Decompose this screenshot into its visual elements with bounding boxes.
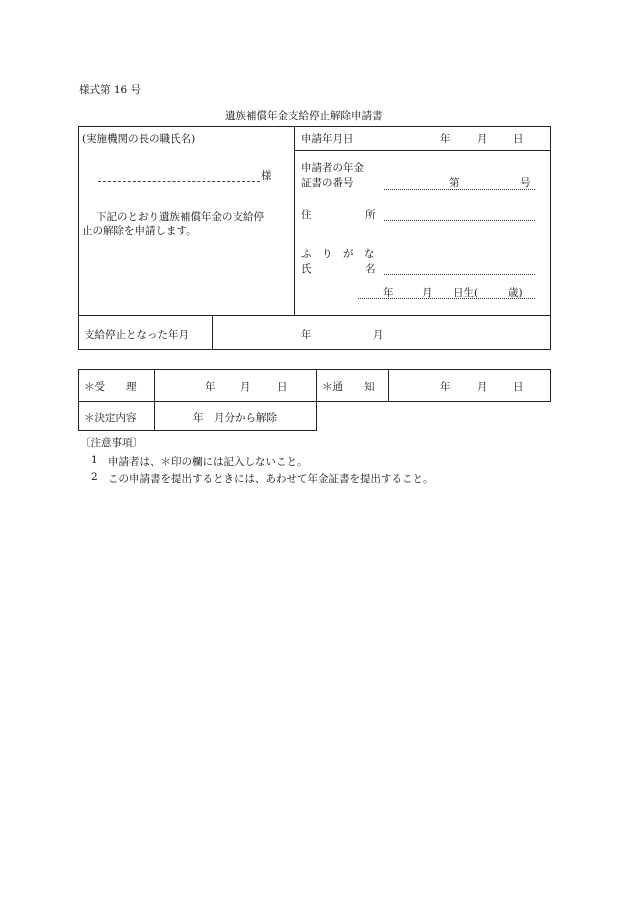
receipt-year: 年 xyxy=(205,381,216,393)
column-divider xyxy=(294,126,295,316)
certificate-dai: 第 xyxy=(449,177,460,189)
receipt-day: 日 xyxy=(277,381,288,393)
application-date-label: 申請年月日 xyxy=(301,133,354,145)
receipt-label: ＊受 理 xyxy=(84,381,137,393)
row-divider xyxy=(78,315,551,316)
certificate-label-line-2: 証書の番号 xyxy=(301,177,354,189)
address-field[interactable] xyxy=(384,220,535,221)
suspension-month: 月 xyxy=(373,329,384,341)
column-divider xyxy=(154,369,155,431)
column-divider xyxy=(212,315,213,350)
recipient-name-line[interactable] xyxy=(98,181,260,182)
date-year: 年 xyxy=(440,133,451,145)
address-label-a: 住 xyxy=(301,209,312,221)
suspension-label: 支給停止となった年月 xyxy=(84,329,189,341)
receipt-month: 月 xyxy=(240,381,251,393)
birth-year: 年 xyxy=(383,287,394,299)
notice-year: 年 xyxy=(440,381,451,393)
form-number: 様式第 16 号 xyxy=(79,84,142,96)
honorific: 様 xyxy=(261,170,272,182)
date-month: 月 xyxy=(477,133,488,145)
form-title: 遺族補償年金支給停止解除申請書 xyxy=(225,110,383,122)
certificate-go: 号 xyxy=(520,177,531,189)
notes-heading: 〔注意事項〕 xyxy=(80,437,143,449)
statement-line-2: 止の解除を申請します。 xyxy=(82,225,197,237)
suspension-year: 年 xyxy=(301,329,312,341)
furigana-label: ふ り が な xyxy=(301,248,375,260)
notice-label: ＊通 知 xyxy=(322,381,375,393)
birth-age: 歳) xyxy=(508,287,523,299)
decision-label: ＊決定内容 xyxy=(84,412,137,424)
birth-day-born: 日生( xyxy=(453,287,479,299)
notice-month: 月 xyxy=(477,381,488,393)
row-divider xyxy=(78,430,317,431)
name-label-b: 名 xyxy=(365,263,376,275)
note-number: 1 xyxy=(91,454,98,466)
address-label-b: 所 xyxy=(365,209,376,221)
notice-day: 日 xyxy=(513,381,524,393)
birth-date-field[interactable] xyxy=(358,298,535,299)
name-label-a: 氏 xyxy=(301,263,312,275)
birth-month: 月 xyxy=(422,287,433,299)
column-divider xyxy=(388,369,389,402)
certificate-label-line-1: 申請者の年金 xyxy=(301,162,364,174)
certificate-number-field[interactable] xyxy=(384,189,535,190)
note-text: 申請者は、＊印の欄には記入しないこと。 xyxy=(108,456,308,468)
note-text: この申請書を提出するときには、あわせて年金証書を提出すること。 xyxy=(108,473,434,485)
decision-value: 年 月分から解除 xyxy=(193,412,277,424)
column-divider xyxy=(316,369,317,431)
recipient-label: (実施機関の長の職氏名) xyxy=(82,133,196,145)
note-number: 2 xyxy=(91,471,98,483)
column-divider xyxy=(78,401,79,431)
date-day: 日 xyxy=(513,133,524,145)
statement-line-1: 下記のとおり遺族補償年金の支給停 xyxy=(96,211,264,223)
name-field[interactable] xyxy=(384,274,535,275)
row-divider xyxy=(294,150,551,151)
